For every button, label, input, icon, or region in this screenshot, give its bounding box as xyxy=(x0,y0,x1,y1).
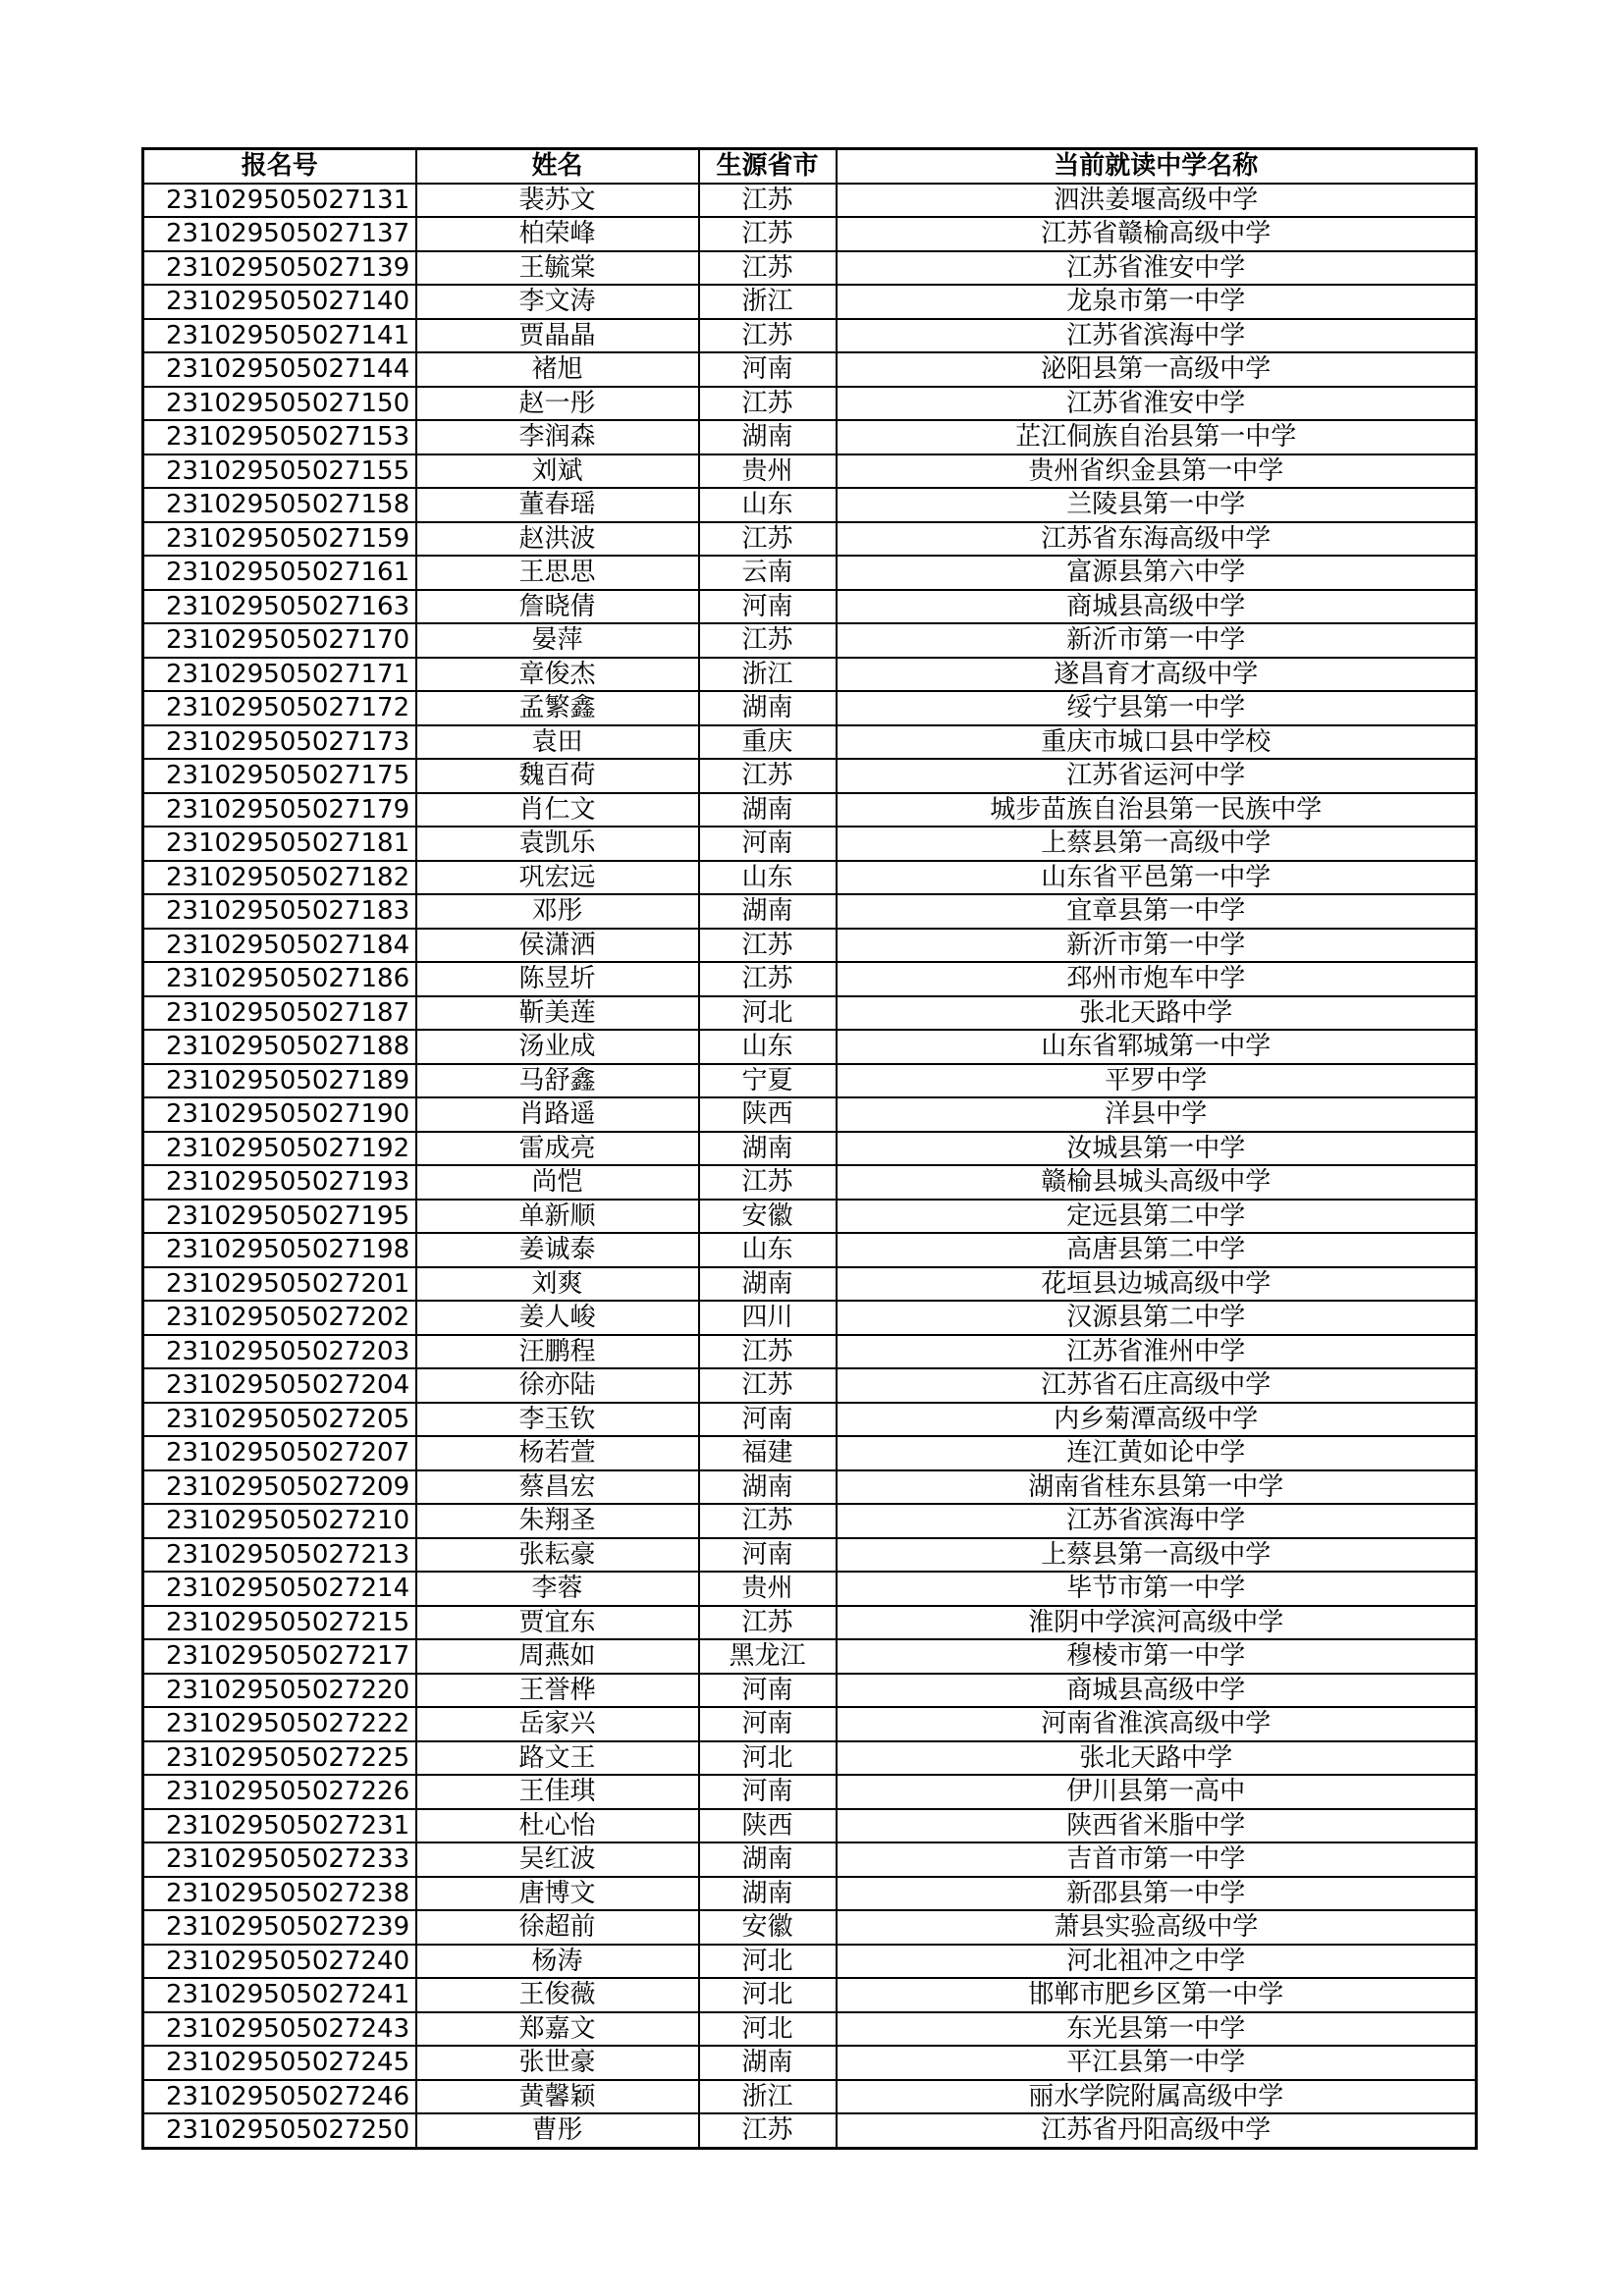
registration-number-cell: 231029505027213 xyxy=(143,1538,416,1573)
name-cell: 王俊薇 xyxy=(416,1978,699,2012)
registration-number-cell: 231029505027222 xyxy=(143,1707,416,1741)
name-cell: 晏萍 xyxy=(416,623,699,658)
school-cell: 山东省平邑第一中学 xyxy=(837,861,1477,895)
name-cell: 李润森 xyxy=(416,420,699,454)
registration-number-cell: 231029505027173 xyxy=(143,725,416,760)
province-cell: 河南 xyxy=(699,590,837,624)
header-school: 当前就读中学名称 xyxy=(837,149,1477,184)
name-cell: 姜人峻 xyxy=(416,1301,699,1335)
name-cell: 孟繁鑫 xyxy=(416,691,699,725)
table-row xyxy=(143,1436,1477,1470)
province-cell: 湖南 xyxy=(699,1877,837,1911)
school-cell: 穆棱市第一中学 xyxy=(837,1639,1477,1674)
table-row xyxy=(143,1097,1477,1132)
header-province: 生源省市 xyxy=(699,149,837,184)
table-row xyxy=(143,184,1477,218)
name-cell: 靳美莲 xyxy=(416,996,699,1031)
school-cell: 张北天路中学 xyxy=(837,996,1477,1031)
school-cell: 兰陵县第一中学 xyxy=(837,488,1477,522)
table-row xyxy=(143,1775,1477,1809)
name-cell: 王佳琪 xyxy=(416,1775,699,1809)
registration-number-cell: 231029505027240 xyxy=(143,1945,416,1979)
province-cell: 四川 xyxy=(699,1301,837,1335)
registration-number-cell: 231029505027202 xyxy=(143,1301,416,1335)
table-row xyxy=(143,1741,1477,1776)
province-cell: 河北 xyxy=(699,1945,837,1979)
school-cell: 江苏省滨海中学 xyxy=(837,1504,1477,1538)
name-cell: 刘爽 xyxy=(416,1267,699,1302)
table-row xyxy=(143,1368,1477,1403)
registration-number-cell: 231029505027179 xyxy=(143,793,416,828)
school-cell: 平江县第一中学 xyxy=(837,2046,1477,2080)
name-cell: 唐博文 xyxy=(416,1877,699,1911)
name-cell: 褚旭 xyxy=(416,352,699,387)
province-cell: 河北 xyxy=(699,996,837,1031)
province-cell: 江苏 xyxy=(699,1368,837,1403)
table-row xyxy=(143,793,1477,828)
registration-number-cell: 231029505027205 xyxy=(143,1403,416,1437)
school-cell: 花垣县边城高级中学 xyxy=(837,1267,1477,1302)
school-cell: 泌阳县第一高级中学 xyxy=(837,352,1477,387)
school-cell: 新沂市第一中学 xyxy=(837,929,1477,963)
table-row xyxy=(143,1470,1477,1505)
name-cell: 徐亦陆 xyxy=(416,1368,699,1403)
table-row xyxy=(143,1030,1477,1064)
name-cell: 朱翔圣 xyxy=(416,1504,699,1538)
school-cell: 东光县第一中学 xyxy=(837,2012,1477,2047)
province-cell: 江苏 xyxy=(699,929,837,963)
table-row xyxy=(143,522,1477,557)
school-cell: 江苏省丹阳高级中学 xyxy=(837,2113,1477,2148)
province-cell: 江苏 xyxy=(699,319,837,353)
school-cell: 新邵县第一中学 xyxy=(837,1877,1477,1911)
province-cell: 陕西 xyxy=(699,1097,837,1132)
province-cell: 湖南 xyxy=(699,1842,837,1877)
name-cell: 王誉桦 xyxy=(416,1674,699,1708)
name-cell: 裴苏文 xyxy=(416,184,699,218)
name-cell: 杨涛 xyxy=(416,1945,699,1979)
province-cell: 贵州 xyxy=(699,1572,837,1606)
table-row xyxy=(143,1572,1477,1606)
table-row xyxy=(143,2113,1477,2148)
table-row xyxy=(143,2012,1477,2047)
province-cell: 浙江 xyxy=(699,2080,837,2114)
school-cell: 新沂市第一中学 xyxy=(837,623,1477,658)
province-cell: 江苏 xyxy=(699,759,837,793)
registration-number-cell: 231029505027161 xyxy=(143,556,416,590)
registration-number-cell: 231029505027214 xyxy=(143,1572,416,1606)
province-cell: 浙江 xyxy=(699,285,837,319)
province-cell: 河南 xyxy=(699,1538,837,1573)
table-row xyxy=(143,1877,1477,1911)
registration-number-cell: 231029505027204 xyxy=(143,1368,416,1403)
registration-number-cell: 231029505027217 xyxy=(143,1639,416,1674)
name-cell: 周燕如 xyxy=(416,1639,699,1674)
table-row xyxy=(143,1165,1477,1200)
name-cell: 袁田 xyxy=(416,725,699,760)
registration-number-cell: 231029505027170 xyxy=(143,623,416,658)
school-cell: 遂昌育才高级中学 xyxy=(837,658,1477,692)
province-cell: 陕西 xyxy=(699,1809,837,1843)
table-row xyxy=(143,2046,1477,2080)
province-cell: 湖南 xyxy=(699,793,837,828)
province-cell: 江苏 xyxy=(699,217,837,251)
school-cell: 吉首市第一中学 xyxy=(837,1842,1477,1877)
province-cell: 山东 xyxy=(699,1030,837,1064)
registration-number-cell: 231029505027163 xyxy=(143,590,416,624)
province-cell: 湖南 xyxy=(699,1267,837,1302)
registration-number-cell: 231029505027153 xyxy=(143,420,416,454)
registration-number-cell: 231029505027172 xyxy=(143,691,416,725)
name-cell: 尚恺 xyxy=(416,1165,699,1200)
school-cell: 伊川县第一高中 xyxy=(837,1775,1477,1809)
name-cell: 王思思 xyxy=(416,556,699,590)
school-cell: 上蔡县第一高级中学 xyxy=(837,827,1477,861)
header-registration-number: 报名号 xyxy=(143,149,416,184)
province-cell: 河南 xyxy=(699,1775,837,1809)
name-cell: 肖仁文 xyxy=(416,793,699,828)
school-cell: 汉源县第二中学 xyxy=(837,1301,1477,1335)
name-cell: 詹晓倩 xyxy=(416,590,699,624)
school-cell: 贵州省织金县第一中学 xyxy=(837,454,1477,489)
name-cell: 李玉钦 xyxy=(416,1403,699,1437)
table-row xyxy=(143,1233,1477,1267)
table-row xyxy=(143,861,1477,895)
table-row xyxy=(143,658,1477,692)
registration-number-cell: 231029505027141 xyxy=(143,319,416,353)
registration-number-cell: 231029505027182 xyxy=(143,861,416,895)
school-cell: 淮阴中学滨河高级中学 xyxy=(837,1606,1477,1640)
province-cell: 安徽 xyxy=(699,1200,837,1234)
name-cell: 贾晶晶 xyxy=(416,319,699,353)
table-row xyxy=(143,556,1477,590)
name-cell: 李文涛 xyxy=(416,285,699,319)
name-cell: 单新顺 xyxy=(416,1200,699,1234)
table-row xyxy=(143,1301,1477,1335)
name-cell: 路文王 xyxy=(416,1741,699,1776)
province-cell: 贵州 xyxy=(699,454,837,489)
school-cell: 宜章县第一中学 xyxy=(837,894,1477,929)
registration-number-cell: 231029505027231 xyxy=(143,1809,416,1843)
province-cell: 江苏 xyxy=(699,623,837,658)
table-row xyxy=(143,387,1477,421)
name-cell: 柏荣峰 xyxy=(416,217,699,251)
table-row xyxy=(143,1538,1477,1573)
registration-number-cell: 231029505027158 xyxy=(143,488,416,522)
school-cell: 江苏省运河中学 xyxy=(837,759,1477,793)
table-row xyxy=(143,420,1477,454)
province-cell: 黑龙江 xyxy=(699,1639,837,1674)
name-cell: 曹彤 xyxy=(416,2113,699,2148)
school-cell: 上蔡县第一高级中学 xyxy=(837,1538,1477,1573)
registration-number-cell: 231029505027144 xyxy=(143,352,416,387)
registration-number-cell: 231029505027187 xyxy=(143,996,416,1031)
school-cell: 商城县高级中学 xyxy=(837,1674,1477,1708)
province-cell: 河北 xyxy=(699,2012,837,2047)
table-row xyxy=(143,1606,1477,1640)
province-cell: 湖南 xyxy=(699,894,837,929)
school-cell: 赣榆县城头高级中学 xyxy=(837,1165,1477,1200)
name-cell: 侯潇洒 xyxy=(416,929,699,963)
table-row xyxy=(143,1064,1477,1098)
school-cell: 江苏省赣榆高级中学 xyxy=(837,217,1477,251)
province-cell: 江苏 xyxy=(699,387,837,421)
province-cell: 重庆 xyxy=(699,725,837,760)
table-row xyxy=(143,217,1477,251)
name-cell: 张世豪 xyxy=(416,2046,699,2080)
header-name: 姓名 xyxy=(416,149,699,184)
name-cell: 杜心怡 xyxy=(416,1809,699,1843)
table-row xyxy=(143,285,1477,319)
table-row xyxy=(143,691,1477,725)
registration-number-cell: 231029505027159 xyxy=(143,522,416,557)
registration-number-cell: 231029505027186 xyxy=(143,962,416,996)
registration-number-cell: 231029505027139 xyxy=(143,251,416,286)
table-row xyxy=(143,996,1477,1031)
province-cell: 河南 xyxy=(699,1707,837,1741)
school-cell: 芷江侗族自治县第一中学 xyxy=(837,420,1477,454)
registration-number-cell: 231029505027243 xyxy=(143,2012,416,2047)
province-cell: 湖南 xyxy=(699,1132,837,1166)
name-cell: 蔡昌宏 xyxy=(416,1470,699,1505)
province-cell: 安徽 xyxy=(699,1910,837,1945)
registration-number-cell: 231029505027181 xyxy=(143,827,416,861)
registration-number-cell: 231029505027225 xyxy=(143,1741,416,1776)
province-cell: 云南 xyxy=(699,556,837,590)
province-cell: 河南 xyxy=(699,1674,837,1708)
registration-number-cell: 231029505027155 xyxy=(143,454,416,489)
school-cell: 河北祖冲之中学 xyxy=(837,1945,1477,1979)
school-cell: 陕西省米脂中学 xyxy=(837,1809,1477,1843)
province-cell: 浙江 xyxy=(699,658,837,692)
table-row xyxy=(143,1809,1477,1843)
registration-number-cell: 231029505027198 xyxy=(143,1233,416,1267)
table-row xyxy=(143,1403,1477,1437)
name-cell: 邓彤 xyxy=(416,894,699,929)
school-cell: 汝城县第一中学 xyxy=(837,1132,1477,1166)
province-cell: 江苏 xyxy=(699,1165,837,1200)
table-row xyxy=(143,1945,1477,1979)
name-cell: 魏百荷 xyxy=(416,759,699,793)
province-cell: 河南 xyxy=(699,827,837,861)
school-cell: 江苏省石庄高级中学 xyxy=(837,1368,1477,1403)
name-cell: 王毓棠 xyxy=(416,251,699,286)
registration-number-cell: 231029505027250 xyxy=(143,2113,416,2148)
table-row xyxy=(143,1707,1477,1741)
school-cell: 商城县高级中学 xyxy=(837,590,1477,624)
province-cell: 江苏 xyxy=(699,2113,837,2148)
name-cell: 吴红波 xyxy=(416,1842,699,1877)
school-cell: 高唐县第二中学 xyxy=(837,1233,1477,1267)
table-row xyxy=(143,759,1477,793)
name-cell: 贾宜东 xyxy=(416,1606,699,1640)
registration-number-cell: 231029505027207 xyxy=(143,1436,416,1470)
name-cell: 张耘豪 xyxy=(416,1538,699,1573)
province-cell: 湖南 xyxy=(699,420,837,454)
registration-number-cell: 231029505027140 xyxy=(143,285,416,319)
province-cell: 江苏 xyxy=(699,184,837,218)
school-cell: 萧县实验高级中学 xyxy=(837,1910,1477,1945)
school-cell: 毕节市第一中学 xyxy=(837,1572,1477,1606)
registration-number-cell: 231029505027189 xyxy=(143,1064,416,1098)
table-row xyxy=(143,352,1477,387)
registration-number-cell: 231029505027131 xyxy=(143,184,416,218)
registration-number-cell: 231029505027233 xyxy=(143,1842,416,1877)
school-cell: 江苏省东海高级中学 xyxy=(837,522,1477,557)
table-row xyxy=(143,251,1477,286)
school-cell: 泗洪姜堰高级中学 xyxy=(837,184,1477,218)
province-cell: 江苏 xyxy=(699,1335,837,1369)
registration-number-cell: 231029505027209 xyxy=(143,1470,416,1505)
name-cell: 赵洪波 xyxy=(416,522,699,557)
province-cell: 江苏 xyxy=(699,962,837,996)
table-row xyxy=(143,1132,1477,1166)
name-cell: 袁凯乐 xyxy=(416,827,699,861)
school-cell: 洋县中学 xyxy=(837,1097,1477,1132)
name-cell: 赵一彤 xyxy=(416,387,699,421)
name-cell: 刘斌 xyxy=(416,454,699,489)
registration-number-cell: 231029505027195 xyxy=(143,1200,416,1234)
student-table xyxy=(141,147,1478,2150)
name-cell: 汪鹏程 xyxy=(416,1335,699,1369)
registration-number-cell: 231029505027245 xyxy=(143,2046,416,2080)
registration-number-cell: 231029505027150 xyxy=(143,387,416,421)
name-cell: 马舒鑫 xyxy=(416,1064,699,1098)
table-row xyxy=(143,623,1477,658)
registration-number-cell: 231029505027241 xyxy=(143,1978,416,2012)
registration-number-cell: 231029505027203 xyxy=(143,1335,416,1369)
registration-number-cell: 231029505027238 xyxy=(143,1877,416,1911)
province-cell: 福建 xyxy=(699,1436,837,1470)
table-row xyxy=(143,929,1477,963)
table-row xyxy=(143,894,1477,929)
table-row xyxy=(143,1674,1477,1708)
province-cell: 山东 xyxy=(699,488,837,522)
school-cell: 江苏省滨海中学 xyxy=(837,319,1477,353)
table-row xyxy=(143,1504,1477,1538)
table-row xyxy=(143,1842,1477,1877)
school-cell: 江苏省淮安中学 xyxy=(837,387,1477,421)
name-cell: 肖路遥 xyxy=(416,1097,699,1132)
table-row xyxy=(143,962,1477,996)
school-cell: 城步苗族自治县第一民族中学 xyxy=(837,793,1477,828)
province-cell: 湖南 xyxy=(699,691,837,725)
province-cell: 河南 xyxy=(699,1403,837,1437)
registration-number-cell: 231029505027175 xyxy=(143,759,416,793)
table-row xyxy=(143,1910,1477,1945)
table-row xyxy=(143,590,1477,624)
table-body xyxy=(143,184,1477,2149)
province-cell: 江苏 xyxy=(699,251,837,286)
registration-number-cell: 231029505027246 xyxy=(143,2080,416,2114)
registration-number-cell: 231029505027188 xyxy=(143,1030,416,1064)
registration-number-cell: 231029505027215 xyxy=(143,1606,416,1640)
school-cell: 平罗中学 xyxy=(837,1064,1477,1098)
registration-number-cell: 231029505027192 xyxy=(143,1132,416,1166)
school-cell: 富源县第六中学 xyxy=(837,556,1477,590)
province-cell: 山东 xyxy=(699,1233,837,1267)
province-cell: 湖南 xyxy=(699,1470,837,1505)
registration-number-cell: 231029505027239 xyxy=(143,1910,416,1945)
province-cell: 江苏 xyxy=(699,522,837,557)
table-row xyxy=(143,488,1477,522)
province-cell: 宁夏 xyxy=(699,1064,837,1098)
registration-number-cell: 231029505027184 xyxy=(143,929,416,963)
name-cell: 雷成亮 xyxy=(416,1132,699,1166)
header-row xyxy=(143,149,1477,184)
name-cell: 巩宏远 xyxy=(416,861,699,895)
school-cell: 江苏省淮州中学 xyxy=(837,1335,1477,1369)
school-cell: 内乡菊潭高级中学 xyxy=(837,1403,1477,1437)
province-cell: 河南 xyxy=(699,352,837,387)
school-cell: 绥宁县第一中学 xyxy=(837,691,1477,725)
province-cell: 湖南 xyxy=(699,2046,837,2080)
school-cell: 重庆市城口县中学校 xyxy=(837,725,1477,760)
table-row xyxy=(143,827,1477,861)
school-cell: 定远县第二中学 xyxy=(837,1200,1477,1234)
province-cell: 江苏 xyxy=(699,1504,837,1538)
name-cell: 岳家兴 xyxy=(416,1707,699,1741)
table-row xyxy=(143,319,1477,353)
registration-number-cell: 231029505027193 xyxy=(143,1165,416,1200)
table-row xyxy=(143,1978,1477,2012)
name-cell: 黄馨颖 xyxy=(416,2080,699,2114)
registration-number-cell: 231029505027226 xyxy=(143,1775,416,1809)
name-cell: 李蓉 xyxy=(416,1572,699,1606)
name-cell: 郑嘉文 xyxy=(416,2012,699,2047)
table-row xyxy=(143,1200,1477,1234)
registration-number-cell: 231029505027137 xyxy=(143,217,416,251)
registration-number-cell: 231029505027201 xyxy=(143,1267,416,1302)
school-cell: 山东省郓城第一中学 xyxy=(837,1030,1477,1064)
name-cell: 杨若萱 xyxy=(416,1436,699,1470)
name-cell: 徐超前 xyxy=(416,1910,699,1945)
school-cell: 邳州市炮车中学 xyxy=(837,962,1477,996)
name-cell: 董春瑶 xyxy=(416,488,699,522)
registration-number-cell: 231029505027220 xyxy=(143,1674,416,1708)
school-cell: 丽水学院附属高级中学 xyxy=(837,2080,1477,2114)
school-cell: 龙泉市第一中学 xyxy=(837,285,1477,319)
province-cell: 江苏 xyxy=(699,1606,837,1640)
name-cell: 汤业成 xyxy=(416,1030,699,1064)
name-cell: 章俊杰 xyxy=(416,658,699,692)
table-row xyxy=(143,454,1477,489)
school-cell: 河南省淮滨高级中学 xyxy=(837,1707,1477,1741)
province-cell: 河北 xyxy=(699,1978,837,2012)
table-row xyxy=(143,1639,1477,1674)
school-cell: 邯郸市肥乡区第一中学 xyxy=(837,1978,1477,2012)
registration-number-cell: 231029505027171 xyxy=(143,658,416,692)
table-row xyxy=(143,725,1477,760)
province-cell: 山东 xyxy=(699,861,837,895)
registration-number-cell: 231029505027190 xyxy=(143,1097,416,1132)
table-row xyxy=(143,1267,1477,1302)
name-cell: 姜诚泰 xyxy=(416,1233,699,1267)
registration-number-cell: 231029505027210 xyxy=(143,1504,416,1538)
province-cell: 河北 xyxy=(699,1741,837,1776)
registration-number-cell: 231029505027183 xyxy=(143,894,416,929)
school-cell: 江苏省淮安中学 xyxy=(837,251,1477,286)
school-cell: 张北天路中学 xyxy=(837,1741,1477,1776)
school-cell: 湖南省桂东县第一中学 xyxy=(837,1470,1477,1505)
school-cell: 连江黄如论中学 xyxy=(837,1436,1477,1470)
name-cell: 陈昱圻 xyxy=(416,962,699,996)
table-row xyxy=(143,2080,1477,2114)
table-row xyxy=(143,1335,1477,1369)
